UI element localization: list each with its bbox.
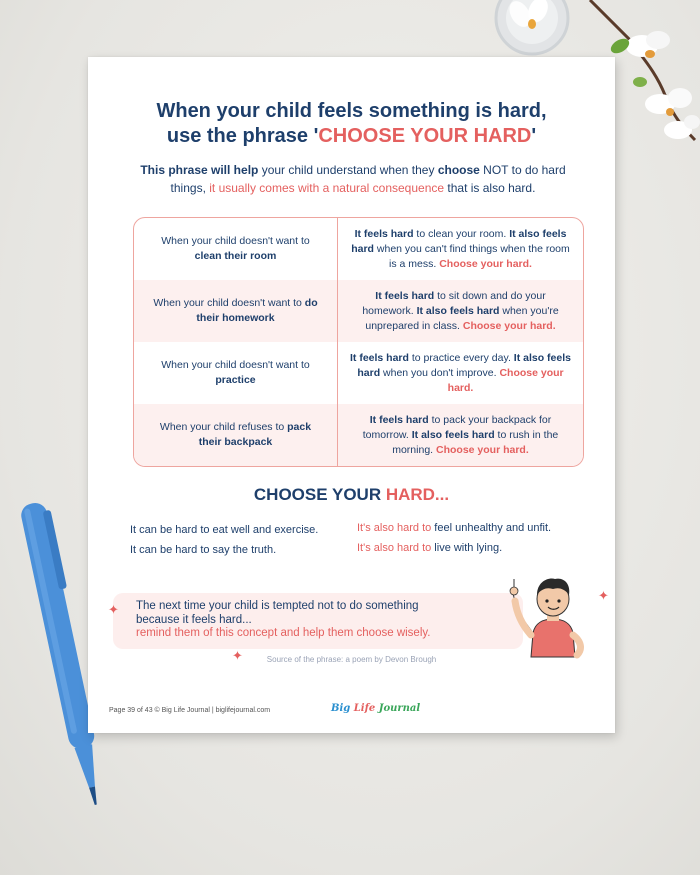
choose-your-hard-label: Choose your hard.: [447, 366, 564, 394]
situation-text: When your child doesn't want to: [153, 297, 305, 309]
response-text-2: to practice every day.: [408, 351, 514, 364]
response-bold-3: It also feels hard: [351, 227, 567, 255]
example-right-1-rest: feel unhealthy and unfit.: [431, 522, 552, 534]
response-bold-1: It feels hard: [375, 289, 435, 302]
example-right-1-accent: It's also hard to: [357, 522, 432, 534]
sparkle-icon: ✦: [598, 588, 609, 603]
response-bold-1: It feels hard: [369, 413, 429, 426]
table-row: [134, 342, 583, 404]
response-text-2: to pack your backpack for tomorrow.: [362, 413, 552, 441]
response-bold-3: It also feels hard: [411, 428, 495, 441]
brand-logo: [331, 703, 420, 714]
choose-your-hard-label: Choose your hard.: [439, 257, 532, 270]
title-accent: CHOOSE YOUR HARD: [318, 125, 532, 147]
phrase-table: [133, 217, 584, 467]
situation-bold: do their homework: [196, 297, 318, 324]
footer-page-info: Page 39 of 43 © Big Life Journal | biglifejournal.com: [109, 707, 271, 714]
choose-your-hard-label: Choose your hard.: [436, 443, 529, 456]
situation-text: When your child doesn't want to: [161, 359, 310, 371]
sparkle-icon: ✦: [108, 602, 119, 617]
situation-bold: practice: [215, 374, 256, 386]
example-left-1: It can be hard to eat well and exercise.: [130, 524, 319, 536]
response-cell: [338, 342, 583, 404]
response-text-2: to clean your room.: [413, 227, 510, 240]
worksheet-page: [88, 57, 615, 733]
intro-consequence: it usually comes with a natural consequence: [209, 181, 445, 195]
response-bold-3: It also feels hard: [357, 351, 571, 379]
table-row: [134, 280, 583, 342]
response-text-4: to rush in the morning.: [392, 428, 559, 456]
situation-text: When your child refuses to: [159, 421, 288, 433]
callout-line-3: remind them of this concept and help them choose wisely.: [136, 627, 431, 639]
response-bold-1: It feels hard: [354, 227, 414, 240]
callout-text: [136, 600, 496, 641]
response-cell: [338, 218, 583, 280]
table-row: [134, 404, 583, 466]
title-line-2: [88, 124, 615, 149]
callout-line-1: The next time your child is tempted not to do something: [136, 600, 419, 612]
table-row: [134, 218, 583, 280]
section-title-accent: HARD...: [385, 485, 450, 504]
example-right-2: [357, 542, 502, 554]
response-text-2: to sit down and do your homework.: [362, 289, 546, 317]
situation-bold: clean their room: [194, 250, 277, 262]
example-right-2-accent: It's also hard to: [357, 542, 432, 554]
example-right-2-rest: live with lying.: [431, 542, 503, 554]
logo-word-1: Big: [331, 703, 354, 714]
situation-cell: [134, 404, 338, 466]
response-bold-3: It also feels hard: [416, 304, 500, 317]
example-right-1: [357, 522, 551, 534]
logo-word-3: Journal: [378, 703, 421, 714]
response-bold-1: It feels hard: [350, 351, 409, 364]
callout-line-2: because it feels hard...: [136, 613, 252, 626]
situation-cell: [134, 218, 338, 280]
intro-text-5: things,: [170, 181, 210, 195]
intro-text-2: your child understand when they: [258, 163, 438, 177]
intro-bold-choose: choose: [437, 163, 480, 177]
choose-your-hard-label: Choose your hard.: [462, 319, 556, 332]
situation-cell: [134, 280, 338, 342]
title-line-2-suffix: ': [531, 125, 537, 147]
section-title: [88, 485, 615, 505]
situation-cell: [134, 342, 338, 404]
section-title-prefix: CHOOSE YOUR: [253, 485, 386, 504]
intro-text-7: that is also hard.: [444, 181, 536, 195]
response-cell: [338, 280, 583, 342]
situation-text: When your child doesn't want to: [161, 235, 310, 247]
intro-bold-1: This phrase will help: [140, 163, 259, 177]
situation-bold: pack their backpack: [198, 421, 312, 448]
source-note: Source of the phrase: a poem by Devon Brough: [266, 655, 437, 664]
response-text-4: when you don't improve.: [380, 366, 500, 379]
response-text-4: when you can't find things when the room is a mess.: [373, 242, 570, 270]
title-line-2-prefix: use the phrase ': [166, 125, 319, 147]
logo-word-2: Life: [353, 703, 379, 714]
response-cell: [338, 404, 583, 466]
pointing-boy-illustration: [503, 571, 603, 661]
example-left-2: It can be hard to say the truth.: [130, 544, 277, 556]
title-line-1: When your child feels something is hard,: [156, 100, 547, 122]
intro-paragraph: [118, 161, 588, 197]
response-text-4: when you're unprepared in class.: [365, 304, 559, 332]
page-title: [88, 99, 615, 149]
intro-text-4: NOT to do hard: [479, 163, 566, 177]
sparkle-icon: ✦: [232, 648, 243, 663]
